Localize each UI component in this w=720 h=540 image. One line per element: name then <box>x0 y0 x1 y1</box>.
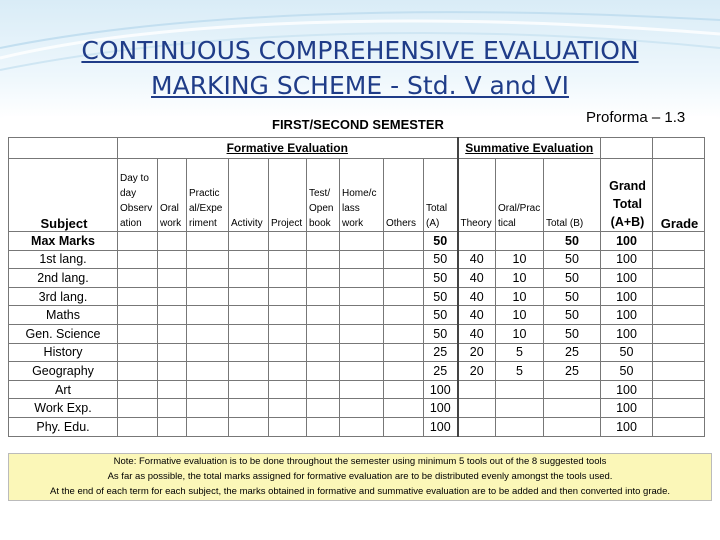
oral-practical-cell: 10 <box>496 306 544 325</box>
others-cell <box>384 324 424 343</box>
subject-cell: History <box>9 343 118 362</box>
day-to-day-cell <box>118 324 158 343</box>
oral-cell <box>158 232 187 251</box>
oral-practical-cell <box>496 417 544 436</box>
activity-cell <box>229 269 269 288</box>
oral-practical-cell <box>496 399 544 418</box>
total-a-cell: 50 <box>424 269 458 288</box>
note-box <box>8 453 712 501</box>
subject-cell: Phy. Edu. <box>9 417 118 436</box>
day-to-day-cell <box>118 399 158 418</box>
total-b-cell: 50 <box>544 250 601 269</box>
day-to-day-cell <box>118 232 158 251</box>
oral-cell <box>158 269 187 288</box>
header-total-a: Total (A) <box>424 159 458 232</box>
day-to-day-cell <box>118 269 158 288</box>
practical-cell <box>187 399 229 418</box>
project-cell <box>269 250 307 269</box>
test-cell <box>307 250 340 269</box>
header-total-b: Total (B) <box>544 159 601 232</box>
day-to-day-cell <box>118 362 158 381</box>
oral-practical-cell: 10 <box>496 324 544 343</box>
theory-cell: 40 <box>458 324 496 343</box>
header-day-to-day: Day to day Observ ation <box>118 159 158 232</box>
theory-cell: 40 <box>458 287 496 306</box>
grand-total-cell: 100 <box>601 324 653 343</box>
total-a-cell: 100 <box>424 417 458 436</box>
grand-total-cell: 50 <box>601 343 653 362</box>
grand-total-cell: 100 <box>601 269 653 288</box>
grand-total-cell: 100 <box>601 380 653 399</box>
table-row <box>9 324 705 343</box>
total-b-cell: 50 <box>544 232 601 251</box>
others-cell <box>384 232 424 251</box>
grand-total-cell: 100 <box>601 306 653 325</box>
total-b-cell: 25 <box>544 343 601 362</box>
table-row <box>9 250 705 269</box>
total-a-cell: 50 <box>424 306 458 325</box>
grand-total-cell: 100 <box>601 232 653 251</box>
oral-cell <box>158 287 187 306</box>
header-others: Others <box>384 159 424 232</box>
title-line-2: MARKING SCHEME - Std. V and VI <box>151 71 569 100</box>
oral-cell <box>158 250 187 269</box>
activity-cell <box>229 232 269 251</box>
oral-cell <box>158 306 187 325</box>
table-row <box>9 362 705 381</box>
project-cell <box>269 306 307 325</box>
grand-total-cell: 100 <box>601 250 653 269</box>
oral-cell <box>158 380 187 399</box>
grade-cell <box>653 287 705 306</box>
total-a-cell: 25 <box>424 343 458 362</box>
others-cell <box>384 417 424 436</box>
header-subject: Subject <box>9 159 118 232</box>
theory-cell <box>458 380 496 399</box>
table-row <box>9 417 705 436</box>
day-to-day-cell <box>118 287 158 306</box>
group-header-row <box>9 138 705 159</box>
day-to-day-cell <box>118 380 158 399</box>
table-row <box>9 232 705 251</box>
project-cell <box>269 287 307 306</box>
grade-cell <box>653 362 705 381</box>
header-homework: Home/c lass work <box>340 159 384 232</box>
total-a-cell: 100 <box>424 380 458 399</box>
activity-cell <box>229 306 269 325</box>
day-to-day-cell <box>118 306 158 325</box>
homework-cell <box>340 306 384 325</box>
total-b-cell: 50 <box>544 306 601 325</box>
theory-cell: 20 <box>458 343 496 362</box>
homework-cell <box>340 250 384 269</box>
header-grand-total: Grand Total (A+B) <box>601 159 653 232</box>
activity-cell <box>229 380 269 399</box>
subject-cell: Work Exp. <box>9 399 118 418</box>
grade-cell <box>653 306 705 325</box>
grade-cell <box>653 269 705 288</box>
practical-cell <box>187 380 229 399</box>
table-row <box>9 399 705 418</box>
subject-cell: 2nd lang. <box>9 269 118 288</box>
activity-cell <box>229 399 269 418</box>
test-cell <box>307 306 340 325</box>
total-b-cell: 50 <box>544 287 601 306</box>
total-a-cell: 50 <box>424 250 458 269</box>
theory-cell: 40 <box>458 269 496 288</box>
header-theory: Theory <box>458 159 496 232</box>
total-b-cell: 50 <box>544 269 601 288</box>
homework-cell <box>340 362 384 381</box>
homework-cell <box>340 324 384 343</box>
practical-cell <box>187 362 229 381</box>
table-row <box>9 343 705 362</box>
theory-cell <box>458 417 496 436</box>
grade-cell <box>653 343 705 362</box>
subject-cell: Gen. Science <box>9 324 118 343</box>
oral-cell <box>158 343 187 362</box>
subject-cell: 3rd lang. <box>9 287 118 306</box>
test-cell <box>307 417 340 436</box>
table-row <box>9 380 705 399</box>
grand-total-cell: 50 <box>601 362 653 381</box>
test-cell <box>307 287 340 306</box>
oral-practical-cell <box>496 380 544 399</box>
oral-practical-cell: 5 <box>496 362 544 381</box>
test-cell <box>307 362 340 381</box>
summative-evaluation-heading: Summative Evaluation <box>465 141 594 155</box>
others-cell <box>384 269 424 288</box>
grand-total-cell: 100 <box>601 287 653 306</box>
header-practical: Practic al/Expe riment <box>187 159 229 232</box>
project-cell <box>269 343 307 362</box>
oral-cell <box>158 324 187 343</box>
project-cell <box>269 362 307 381</box>
activity-cell <box>229 343 269 362</box>
activity-cell <box>229 324 269 343</box>
theory-cell: 20 <box>458 362 496 381</box>
project-cell <box>269 380 307 399</box>
test-cell <box>307 399 340 418</box>
subject-cell: 1st lang. <box>9 250 118 269</box>
practical-cell <box>187 306 229 325</box>
oral-practical-cell: 5 <box>496 343 544 362</box>
others-cell <box>384 250 424 269</box>
subject-cell: Maths <box>9 306 118 325</box>
page-title <box>40 33 680 103</box>
practical-cell <box>187 343 229 362</box>
others-cell <box>384 306 424 325</box>
total-b-cell <box>544 417 601 436</box>
grade-cell <box>653 417 705 436</box>
total-b-cell: 50 <box>544 324 601 343</box>
test-cell <box>307 380 340 399</box>
total-a-cell: 50 <box>424 287 458 306</box>
practical-cell <box>187 269 229 288</box>
project-cell <box>269 399 307 418</box>
theory-cell: 40 <box>458 250 496 269</box>
practical-cell <box>187 417 229 436</box>
total-b-cell: 25 <box>544 362 601 381</box>
test-cell <box>307 269 340 288</box>
oral-cell <box>158 362 187 381</box>
subject-cell: Art <box>9 380 118 399</box>
practical-cell <box>187 232 229 251</box>
activity-cell <box>229 250 269 269</box>
others-cell <box>384 380 424 399</box>
project-cell <box>269 232 307 251</box>
oral-practical-cell: 10 <box>496 287 544 306</box>
grade-cell <box>653 399 705 418</box>
homework-cell <box>340 417 384 436</box>
homework-cell <box>340 232 384 251</box>
semester-heading: FIRST/SECOND SEMESTER <box>272 117 444 132</box>
total-a-cell: 25 <box>424 362 458 381</box>
project-cell <box>269 324 307 343</box>
practical-cell <box>187 324 229 343</box>
oral-cell <box>158 417 187 436</box>
homework-cell <box>340 269 384 288</box>
header-oral-practical: Oral/Prac tical <box>496 159 544 232</box>
grade-cell <box>653 380 705 399</box>
table-row <box>9 287 705 306</box>
homework-cell <box>340 287 384 306</box>
formative-evaluation-heading: Formative Evaluation <box>226 141 348 155</box>
project-cell <box>269 269 307 288</box>
header-grade: Grade <box>653 159 705 232</box>
total-a-cell: 50 <box>424 232 458 251</box>
homework-cell <box>340 380 384 399</box>
total-a-cell: 100 <box>424 399 458 418</box>
table-row <box>9 269 705 288</box>
others-cell <box>384 399 424 418</box>
header-oral: Oral work <box>158 159 187 232</box>
marks-table-body <box>9 232 705 437</box>
others-cell <box>384 343 424 362</box>
oral-cell <box>158 399 187 418</box>
oral-practical-cell <box>496 232 544 251</box>
test-cell <box>307 324 340 343</box>
practical-cell <box>187 250 229 269</box>
column-header-row <box>9 159 705 232</box>
project-cell <box>269 417 307 436</box>
title-line-1: CONTINUOUS COMPREHENSIVE EVALUATION <box>81 36 639 65</box>
others-cell <box>384 287 424 306</box>
grade-cell <box>653 250 705 269</box>
note-line-2: As far as possible, the total marks assigned for formative evaluation are to be distributed evenly amongst the tools used. <box>107 471 613 482</box>
total-a-cell: 50 <box>424 324 458 343</box>
note-line-1: Note: Formative evaluation is to be done throughout the semester using minimum 5 tools out of the 8 suggested tools <box>113 456 607 467</box>
day-to-day-cell <box>118 417 158 436</box>
subject-cell: Max Marks <box>9 232 118 251</box>
day-to-day-cell <box>118 343 158 362</box>
oral-practical-cell: 10 <box>496 250 544 269</box>
proforma-label: Proforma – 1.3 <box>586 109 686 126</box>
practical-cell <box>187 287 229 306</box>
theory-cell: 40 <box>458 306 496 325</box>
grand-total-cell: 100 <box>601 417 653 436</box>
grade-cell <box>653 232 705 251</box>
total-b-cell <box>544 399 601 418</box>
grade-cell <box>653 324 705 343</box>
header-project: Project <box>269 159 307 232</box>
grand-total-cell: 100 <box>601 399 653 418</box>
others-cell <box>384 362 424 381</box>
test-cell <box>307 343 340 362</box>
subject-cell: Geography <box>9 362 118 381</box>
theory-cell <box>458 399 496 418</box>
total-b-cell <box>544 380 601 399</box>
activity-cell <box>229 362 269 381</box>
homework-cell <box>340 399 384 418</box>
test-cell <box>307 232 340 251</box>
theory-cell <box>458 232 496 251</box>
oral-practical-cell: 10 <box>496 269 544 288</box>
activity-cell <box>229 417 269 436</box>
homework-cell <box>340 343 384 362</box>
table-row <box>9 306 705 325</box>
header-activity: Activity <box>229 159 269 232</box>
marking-scheme-table <box>8 137 705 437</box>
day-to-day-cell <box>118 250 158 269</box>
note-line-3: At the end of each term for each subject, the marks obtained in formative and summative evaluation are to be added and then converted into grade. <box>50 486 670 497</box>
header-test: Test/ Open book <box>307 159 340 232</box>
activity-cell <box>229 287 269 306</box>
